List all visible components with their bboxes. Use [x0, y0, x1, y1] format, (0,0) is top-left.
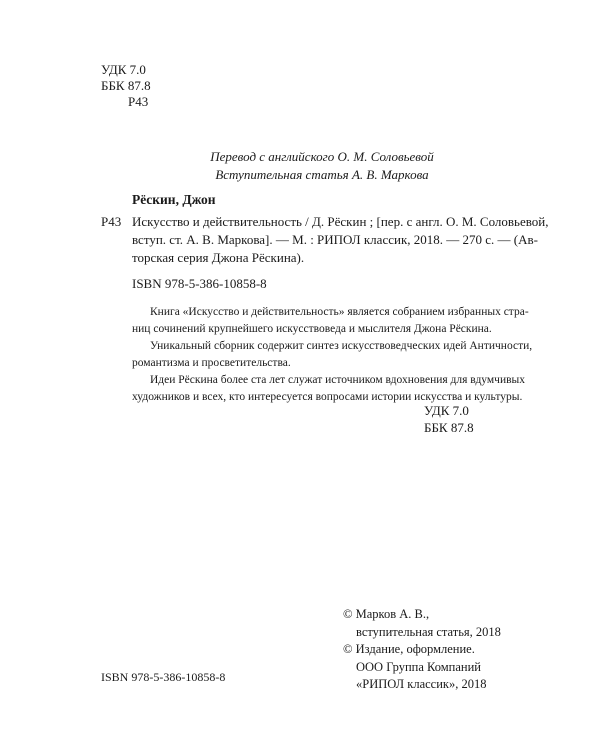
copyright-line: © Марков А. В.,: [343, 607, 430, 621]
author-heading: Рёскин, Джон: [132, 192, 216, 207]
copyright-line: «РИПОЛ классик», 2018: [356, 677, 487, 691]
annotation-line: художников и всех, кто интересуется вопросами истории искусства и культуры.: [132, 391, 523, 403]
annotation-line: романтизма и просветительства.: [132, 357, 291, 369]
udk-code: УДК 7.0: [101, 62, 146, 77]
copyright-block: [343, 606, 501, 694]
annotation-line: ниц сочинений крупнейшего искусствоведа и мыслителя Джона Рёскина.: [132, 323, 492, 335]
translator-line: Перевод с английского О. М. Соловьевой: [210, 149, 434, 164]
annotation-line: Уникальный сборник содержит синтез искусствоведческих идей Античности,: [150, 340, 533, 352]
isbn-bottom: ISBN 978-5-386-10858-8: [101, 670, 226, 684]
annotation-line: Книга «Искусство и действительность» является собранием избранных стра-: [150, 306, 529, 318]
catalog-code: Р43: [101, 214, 122, 229]
author-mark: Р43: [128, 94, 149, 109]
copyright-line: ООО Группа Компаний: [356, 659, 481, 674]
udk-block-right: [424, 402, 474, 436]
translation-credits: [0, 148, 600, 184]
catalog-line: вступ. ст. А. В. Маркова]. — М. : РИПОЛ классик, 2018. — 270 с. — (Ав-: [132, 232, 538, 247]
udk-block-top: [101, 62, 151, 110]
foreword-line: Вступительная статья А. В. Маркова: [215, 167, 429, 182]
annotation-line: Идеи Рёскина более ста лет служат источником вдохновения для вдумчивых: [150, 374, 526, 386]
udk-code: УДК 7.0: [424, 403, 469, 418]
copyright-line: © Издание, оформление.: [343, 642, 475, 656]
catalog-line: торская серия Джона Рёскина).: [132, 250, 305, 265]
bbk-code: ББК 87.8: [424, 420, 474, 435]
catalog-line: Искусство и действительность / Д. Рёскин ; [пер. с англ. О. М. Соловьевой,: [132, 214, 549, 229]
isbn-main: ISBN 978-5-386-10858-8: [132, 276, 267, 291]
annotation: [132, 304, 533, 406]
copyright-line: вступительная статья, 2018: [356, 624, 501, 639]
bbk-code: ББК 87.8: [101, 78, 151, 93]
